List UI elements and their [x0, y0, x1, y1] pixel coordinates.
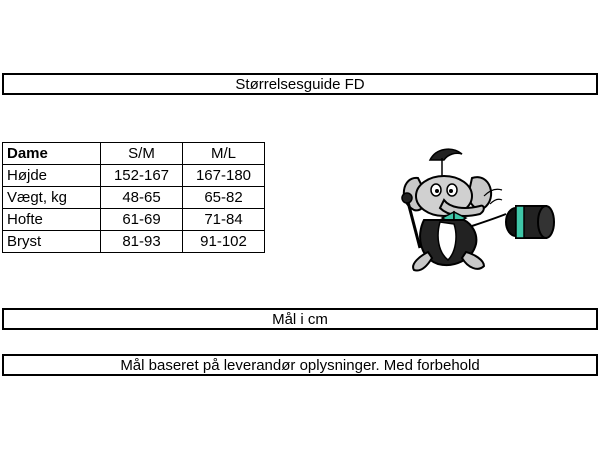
cell-bust-sm: 81-93 [101, 231, 183, 253]
row-label-weight: Vægt, kg [3, 187, 101, 209]
cell-height-ml: 167-180 [183, 165, 265, 187]
cell-height-sm: 152-167 [101, 165, 183, 187]
table-row [3, 187, 265, 209]
table-header-label: Dame [3, 143, 101, 165]
disclaimer-banner [2, 354, 598, 376]
row-label-bust: Bryst [3, 231, 101, 253]
cell-bust-ml: 91-102 [183, 231, 265, 253]
table-row [3, 209, 265, 231]
cell-weight-ml: 65-82 [183, 187, 265, 209]
row-label-hip: Hofte [3, 209, 101, 231]
cell-weight-sm: 48-65 [101, 187, 183, 209]
elephant-mascot-with-top-hat-icon [380, 140, 560, 280]
cell-hip-sm: 61-69 [101, 209, 183, 231]
row-label-height: Højde [3, 165, 101, 187]
disclaimer-text: Mål baseret på leverandør oplysninger. Med forbehold [120, 356, 480, 374]
table-row [3, 165, 265, 187]
cell-hip-ml: 71-84 [183, 209, 265, 231]
table-header-row [3, 143, 265, 165]
unit-note: Mål i cm [272, 310, 328, 328]
page-title: Størrelsesguide FD [235, 75, 365, 93]
table-row [3, 231, 265, 253]
table-header-size-sm: S/M [101, 143, 183, 165]
table-header-size-ml: M/L [183, 143, 265, 165]
unit-note-banner [2, 308, 598, 330]
size-table [2, 142, 265, 253]
page-title-banner [2, 73, 598, 95]
